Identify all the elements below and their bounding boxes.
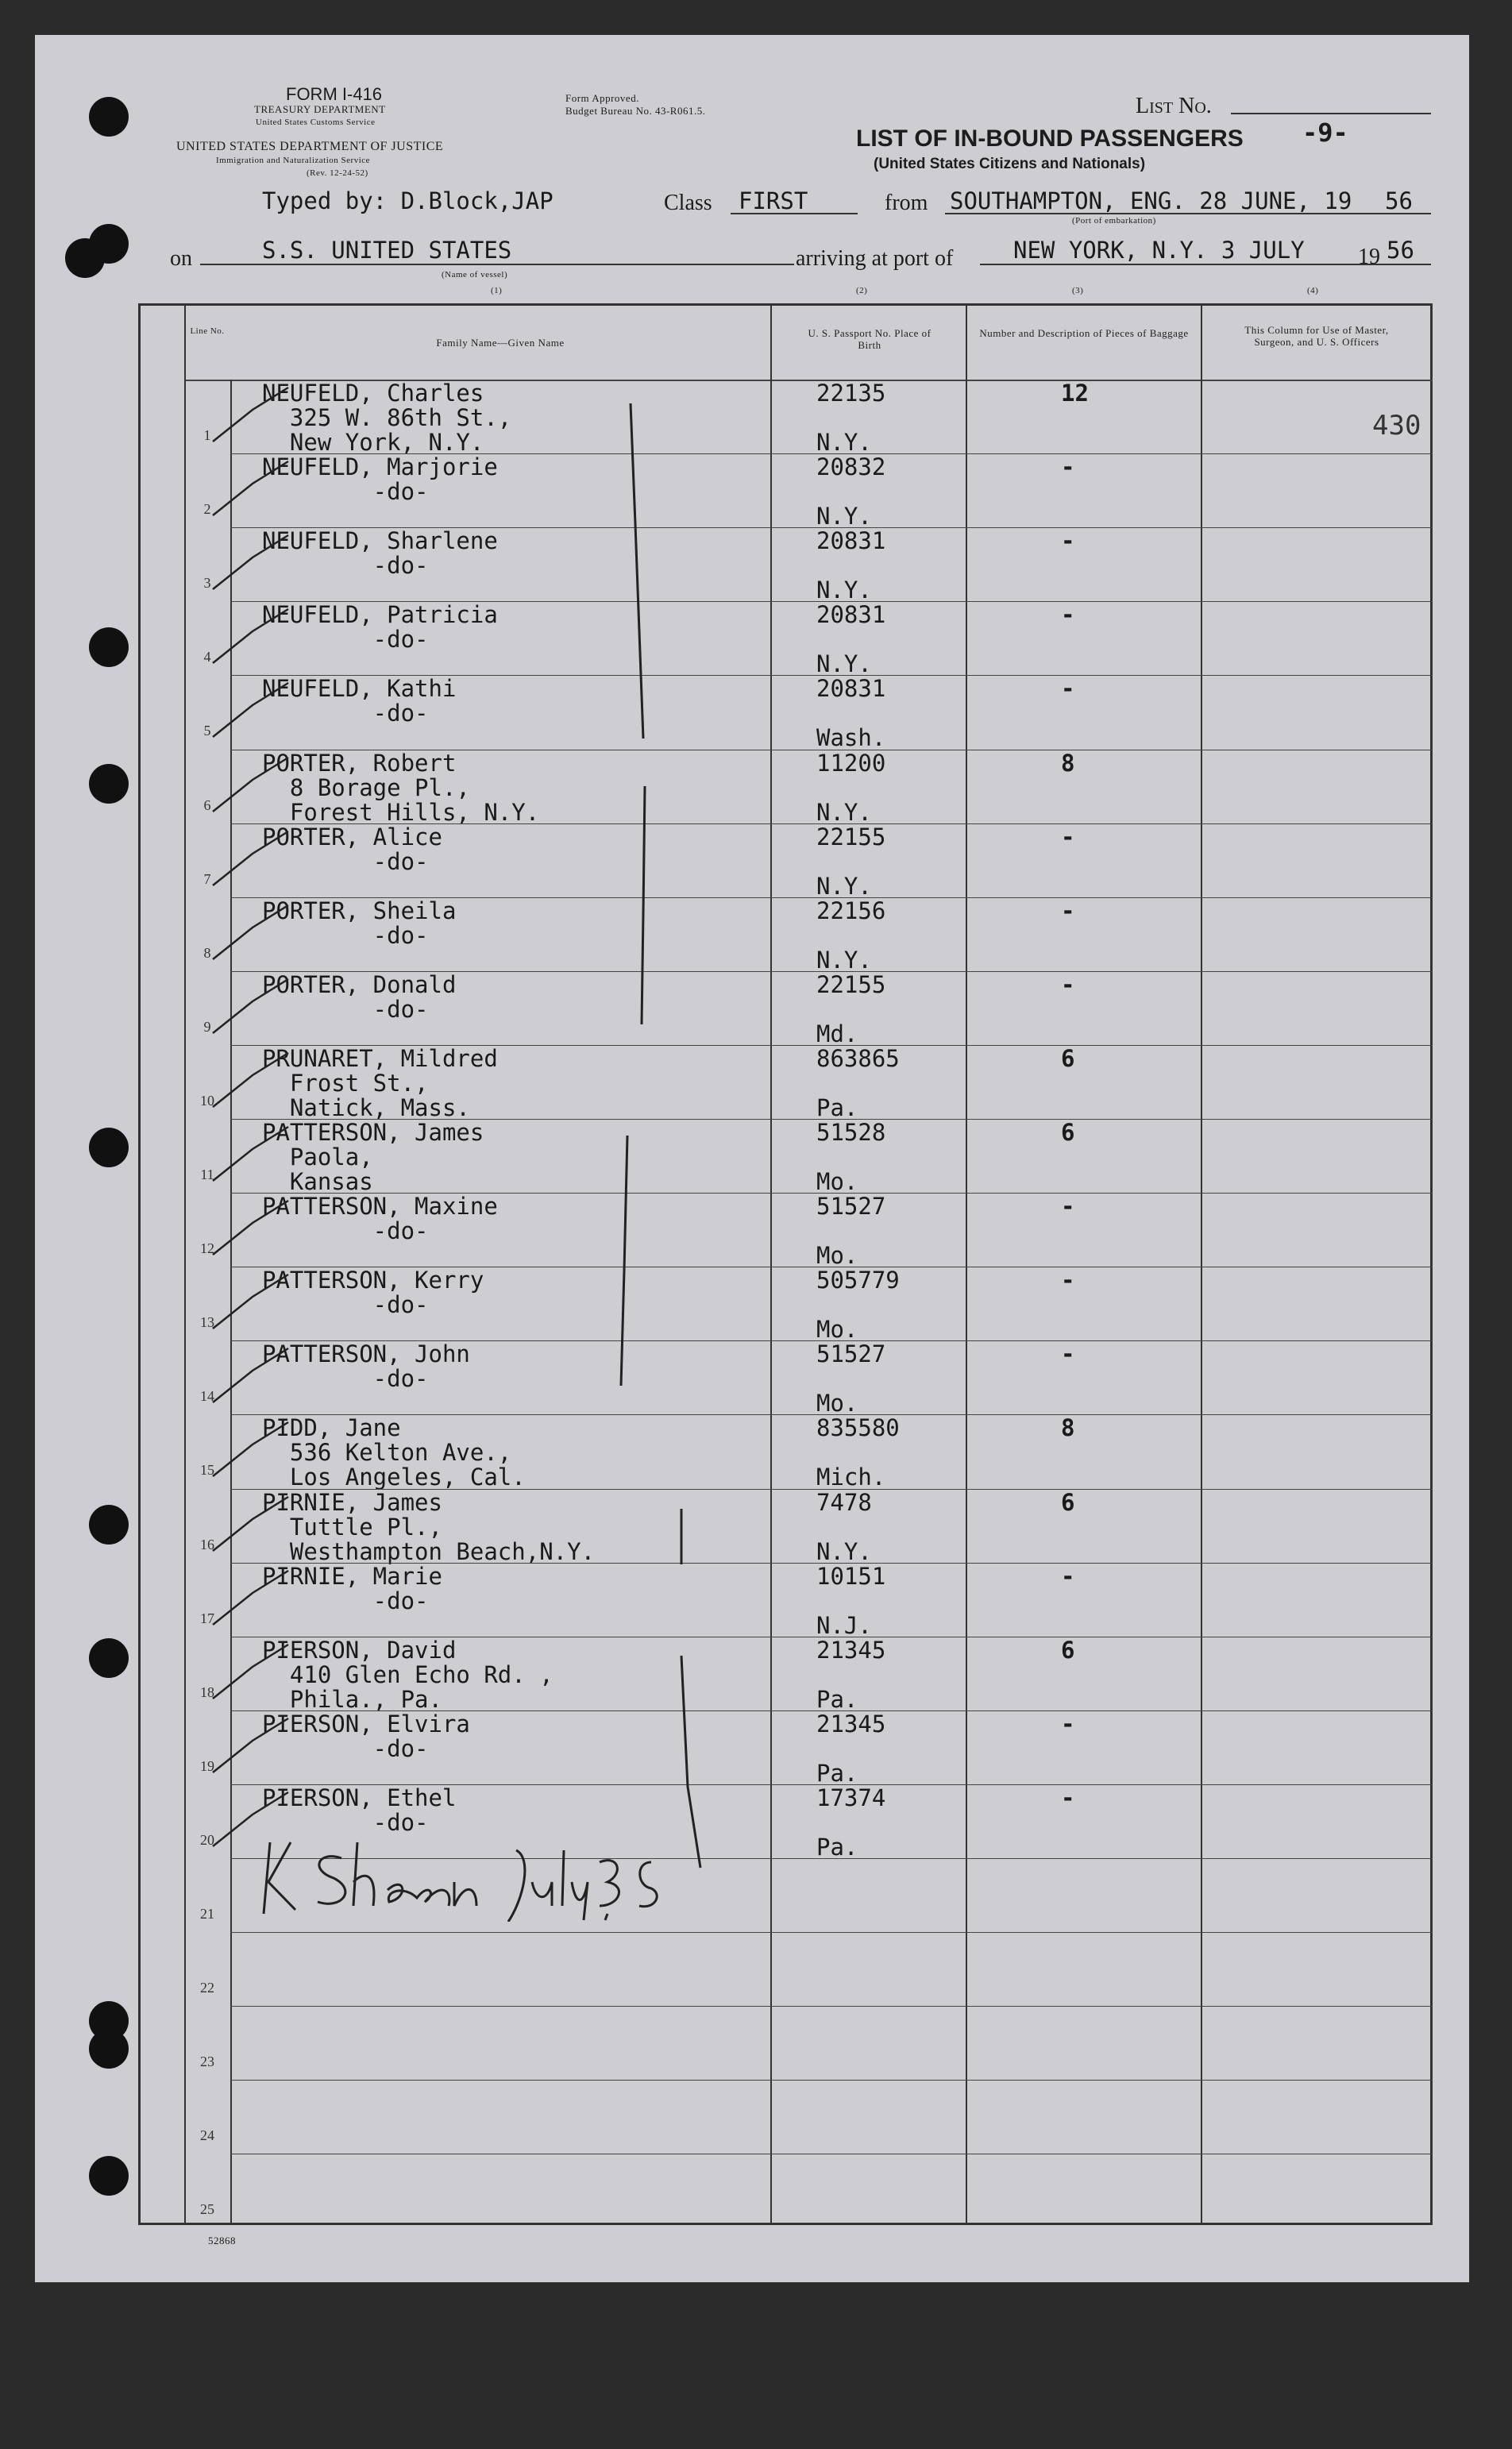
document-subtitle: (United States Citizens and Nationals) bbox=[874, 156, 1146, 172]
row-number: 16 bbox=[200, 1536, 214, 1552]
row-number: 10 bbox=[200, 1092, 214, 1109]
class-underline bbox=[731, 213, 858, 214]
row-number: 24 bbox=[200, 2127, 214, 2144]
passport-number: 51527 bbox=[816, 1340, 886, 1368]
typed-by: Typed by: D.Block,JAP bbox=[262, 187, 554, 214]
binder-hole bbox=[89, 1128, 129, 1167]
passenger-name: PORTER, Sheila -do- bbox=[262, 897, 457, 949]
place-of-birth: N.J. bbox=[816, 1611, 872, 1639]
passenger-name: NEUFELD, Sharlene -do- bbox=[262, 527, 498, 580]
place-of-birth: N.Y. bbox=[816, 650, 872, 678]
passport-number: 17374 bbox=[816, 1784, 886, 1811]
baggage-count: - bbox=[1061, 1562, 1075, 1590]
passenger-name: PATTERSON, Maxine -do- bbox=[262, 1193, 498, 1245]
row-number: 2 bbox=[203, 501, 211, 518]
binder-hole bbox=[89, 764, 129, 804]
row-number: 6 bbox=[203, 796, 211, 813]
baggage-count: 12 bbox=[1061, 380, 1089, 407]
form-number: FORM I-416 bbox=[286, 84, 383, 104]
check-mark bbox=[205, 1421, 292, 1484]
row-number: 3 bbox=[203, 575, 211, 592]
baggage-count: - bbox=[1061, 1710, 1075, 1737]
check-mark bbox=[205, 1273, 292, 1336]
passenger-name: PRUNARET, Mildred Frost St., Natick, Mass. bbox=[262, 1044, 498, 1121]
check-mark bbox=[205, 978, 292, 1041]
passport-number: 20831 bbox=[816, 601, 886, 629]
check-mark bbox=[205, 1643, 292, 1707]
binder-hole bbox=[89, 97, 129, 137]
header-name: Family Name—Given Name bbox=[436, 337, 565, 349]
place-of-birth: Pa. bbox=[816, 1093, 858, 1121]
passenger-name: PIERSON, Elvira -do- bbox=[262, 1710, 470, 1762]
passenger-name: NEUFELD, Charles 325 W. 86th St., New York, N.Y. bbox=[262, 380, 512, 456]
row-number: 9 bbox=[203, 1018, 211, 1035]
vessel-caption: (Name of vessel) bbox=[442, 270, 508, 280]
treasury-dept: TREASURY DEPARTMENT bbox=[254, 103, 386, 115]
passport-number: 22135 bbox=[816, 380, 886, 407]
row-number: 7 bbox=[203, 870, 211, 887]
check-mark bbox=[205, 830, 292, 893]
place-of-birth: Md. bbox=[816, 1020, 858, 1047]
baggage-count: - bbox=[1061, 1193, 1075, 1221]
form-approved: Form Approved. bbox=[565, 92, 639, 104]
baggage-count: - bbox=[1061, 1784, 1075, 1811]
footer-code: 52868 bbox=[208, 2235, 236, 2247]
col-divider-officers bbox=[1201, 303, 1202, 2225]
vessel-underline bbox=[200, 264, 794, 265]
place-of-birth: Mo. bbox=[816, 1242, 858, 1270]
row-number: 15 bbox=[200, 1462, 214, 1479]
check-mark bbox=[205, 1199, 292, 1263]
check-mark bbox=[205, 1347, 292, 1410]
place-of-birth: Pa. bbox=[816, 1759, 858, 1787]
col-num-4: (4) bbox=[1307, 286, 1319, 295]
binder-hole bbox=[89, 1505, 129, 1545]
col-num-2: (2) bbox=[856, 286, 868, 295]
row-divider bbox=[230, 1932, 1433, 1933]
passport-number: 11200 bbox=[816, 749, 886, 777]
baggage-count: 6 bbox=[1061, 1119, 1075, 1146]
place-of-birth: Mo. bbox=[816, 1390, 858, 1417]
passenger-name: PIDD, Jane 536 Kelton Ave., Los Angeles, Cal. bbox=[262, 1414, 526, 1491]
row-number: 11 bbox=[200, 1167, 214, 1182]
class-label: Class bbox=[664, 191, 712, 215]
check-mark bbox=[205, 1495, 292, 1559]
baggage-count: - bbox=[1061, 970, 1075, 998]
passenger-name: NEUFELD, Patricia -do- bbox=[262, 601, 498, 654]
check-mark bbox=[205, 681, 292, 745]
on-label: on bbox=[170, 246, 192, 271]
row-number: 20 bbox=[200, 1831, 214, 1848]
place-of-birth: N.Y. bbox=[816, 429, 872, 456]
binder-hole bbox=[89, 627, 129, 667]
place-of-birth: N.Y. bbox=[816, 1537, 872, 1565]
passenger-name: PATTERSON, Kerry -do- bbox=[262, 1267, 484, 1319]
arrival-year: 56 bbox=[1387, 237, 1414, 264]
passport-number: 835580 bbox=[816, 1414, 900, 1442]
passenger-name: NEUFELD, Marjorie -do- bbox=[262, 453, 498, 506]
row-number: 21 bbox=[200, 1906, 214, 1922]
passenger-name: PIRNIE, James Tuttle Pl., Westhampton Beach,N.Y. bbox=[262, 1488, 596, 1565]
place-of-birth: Mo. bbox=[816, 1316, 858, 1344]
embarkation-port: SOUTHAMPTON, ENG. 28 JUNE, 19 bbox=[950, 187, 1352, 214]
place-of-birth: Mo. bbox=[816, 1168, 858, 1195]
class-value: FIRST bbox=[739, 187, 808, 214]
revision: (Rev. 12-24-52) bbox=[307, 168, 368, 178]
list-no-label: List No. bbox=[1136, 94, 1212, 118]
check-mark bbox=[205, 1051, 292, 1115]
from-label: from bbox=[885, 191, 928, 215]
list-no-underline bbox=[1231, 113, 1431, 114]
place-of-birth: Pa. bbox=[816, 1685, 858, 1713]
document-title: LIST OF IN-BOUND PASSENGERS bbox=[856, 125, 1244, 152]
row-number: 19 bbox=[200, 1757, 214, 1774]
row-number: 22 bbox=[200, 1980, 214, 1996]
place-of-birth: N.Y. bbox=[816, 946, 872, 974]
col-num-1: (1) bbox=[491, 286, 503, 295]
baggage-count: - bbox=[1061, 1267, 1075, 1294]
col-divider-passport bbox=[770, 303, 772, 2225]
check-mark bbox=[205, 1569, 292, 1633]
check-mark bbox=[205, 607, 292, 671]
passport-number: 505779 bbox=[816, 1267, 900, 1294]
baggage-count: - bbox=[1061, 897, 1075, 924]
passport-number: 20832 bbox=[816, 453, 886, 481]
col-num-3: (3) bbox=[1072, 286, 1084, 295]
row-number: 23 bbox=[200, 2054, 214, 2070]
header-officers: This Column for Use of Master, Surgeon, and U. S. Officers bbox=[1244, 324, 1389, 348]
place-of-birth: Mich. bbox=[816, 1464, 886, 1491]
list-number: -9- bbox=[1302, 118, 1348, 148]
ins-service: Immigration and Naturalization Service bbox=[216, 156, 371, 165]
check-mark bbox=[205, 460, 292, 523]
passenger-name: NEUFELD, Kathi -do- bbox=[262, 675, 457, 727]
baggage-count: 6 bbox=[1061, 1044, 1075, 1072]
baggage-count: - bbox=[1061, 453, 1075, 481]
row-number: 14 bbox=[200, 1388, 214, 1405]
passenger-name: PIERSON, Ethel -do- bbox=[262, 1784, 457, 1836]
passenger-name: PORTER, Donald -do- bbox=[262, 970, 457, 1023]
check-mark bbox=[205, 1125, 292, 1189]
passenger-name: PORTER, Alice -do- bbox=[262, 823, 442, 875]
passenger-name: PORTER, Robert 8 Borage Pl., Forest Hills, N.Y. bbox=[262, 749, 540, 826]
place-of-birth: Wash. bbox=[816, 724, 886, 752]
passport-number: 10151 bbox=[816, 1562, 886, 1590]
baggage-count: - bbox=[1061, 823, 1075, 850]
passenger-name: PATTERSON, James Paola, Kansas bbox=[262, 1119, 484, 1195]
arrival-year-prefix: 19 bbox=[1358, 245, 1380, 269]
arrival-underline bbox=[980, 264, 1431, 265]
row-divider bbox=[230, 2080, 1433, 2081]
baggage-count: - bbox=[1061, 1340, 1075, 1368]
baggage-count: - bbox=[1061, 601, 1075, 629]
check-mark bbox=[205, 386, 292, 449]
binder-hole bbox=[89, 2029, 129, 2069]
embarkation-year: 56 bbox=[1385, 187, 1413, 214]
baggage-count: 6 bbox=[1061, 1636, 1075, 1664]
vessel-name: S.S. UNITED STATES bbox=[262, 237, 512, 264]
from-underline bbox=[945, 213, 1431, 214]
binder-hole bbox=[89, 1638, 129, 1678]
baggage-count: - bbox=[1061, 675, 1075, 703]
passport-number: 22155 bbox=[816, 823, 886, 850]
baggage-count: 6 bbox=[1061, 1488, 1075, 1516]
baggage-count: 8 bbox=[1061, 1414, 1075, 1442]
binder-hole bbox=[89, 2156, 129, 2196]
check-mark bbox=[205, 534, 292, 597]
binder-hole bbox=[89, 224, 129, 264]
budget-bureau: Budget Bureau No. 43-R061.5. bbox=[565, 105, 706, 117]
row-number: 18 bbox=[200, 1683, 214, 1700]
place-of-birth: Pa. bbox=[816, 1833, 858, 1861]
arrival-port: NEW YORK, N.Y. 3 JULY bbox=[1013, 237, 1305, 264]
header-passport: U. S. Passport No. Place of Birth bbox=[808, 327, 932, 351]
passenger-table bbox=[138, 303, 1433, 2225]
arriving-label: arriving at port of bbox=[796, 246, 954, 271]
header-line-no: Line No. bbox=[190, 326, 225, 336]
passport-number: 22156 bbox=[816, 897, 886, 924]
row-number: 5 bbox=[203, 723, 211, 739]
row-number: 4 bbox=[203, 649, 211, 665]
place-of-birth: N.Y. bbox=[816, 872, 872, 900]
row-number: 1 bbox=[203, 427, 211, 443]
row-number: 12 bbox=[200, 1240, 214, 1257]
baggage-count: - bbox=[1061, 527, 1075, 555]
passenger-name: PIERSON, David 410 Glen Echo Rd. , Phila., Pa. bbox=[262, 1636, 554, 1713]
col-divider-baggage bbox=[966, 303, 967, 2225]
place-of-birth: N.Y. bbox=[816, 798, 872, 826]
passport-number: 7478 bbox=[816, 1488, 872, 1516]
row-number: 25 bbox=[200, 2201, 214, 2218]
check-mark bbox=[205, 1717, 292, 1780]
row-number: 8 bbox=[203, 944, 211, 961]
row-divider bbox=[230, 2006, 1433, 2007]
passenger-name: PATTERSON, John -do- bbox=[262, 1340, 470, 1393]
place-of-birth: N.Y. bbox=[816, 577, 872, 604]
passport-number: 20831 bbox=[816, 675, 886, 703]
baggage-count: 8 bbox=[1061, 749, 1075, 777]
margin-note: 430 bbox=[1372, 410, 1421, 442]
row-number: 17 bbox=[200, 1610, 214, 1626]
passport-number: 51527 bbox=[816, 1193, 886, 1221]
justice-dept: UNITED STATES DEPARTMENT OF JUSTICE bbox=[176, 140, 444, 153]
officer-signature bbox=[246, 1826, 691, 1922]
check-mark bbox=[205, 904, 292, 967]
header-baggage: Number and Description of Pieces of Baggage bbox=[979, 327, 1189, 339]
check-mark bbox=[205, 756, 292, 820]
port-embarkation-caption: (Port of embarkation) bbox=[1072, 216, 1156, 226]
passport-number: 21345 bbox=[816, 1710, 886, 1737]
customs-service: United States Customs Service bbox=[256, 118, 376, 127]
passport-number: 22155 bbox=[816, 970, 886, 998]
place-of-birth: N.Y. bbox=[816, 503, 872, 530]
row-number: 13 bbox=[200, 1314, 214, 1331]
passenger-name: PIRNIE, Marie -do- bbox=[262, 1562, 442, 1614]
passport-number: 20831 bbox=[816, 527, 886, 555]
passport-number: 863865 bbox=[816, 1044, 900, 1072]
passport-number: 21345 bbox=[816, 1636, 886, 1664]
passport-number: 51528 bbox=[816, 1119, 886, 1146]
